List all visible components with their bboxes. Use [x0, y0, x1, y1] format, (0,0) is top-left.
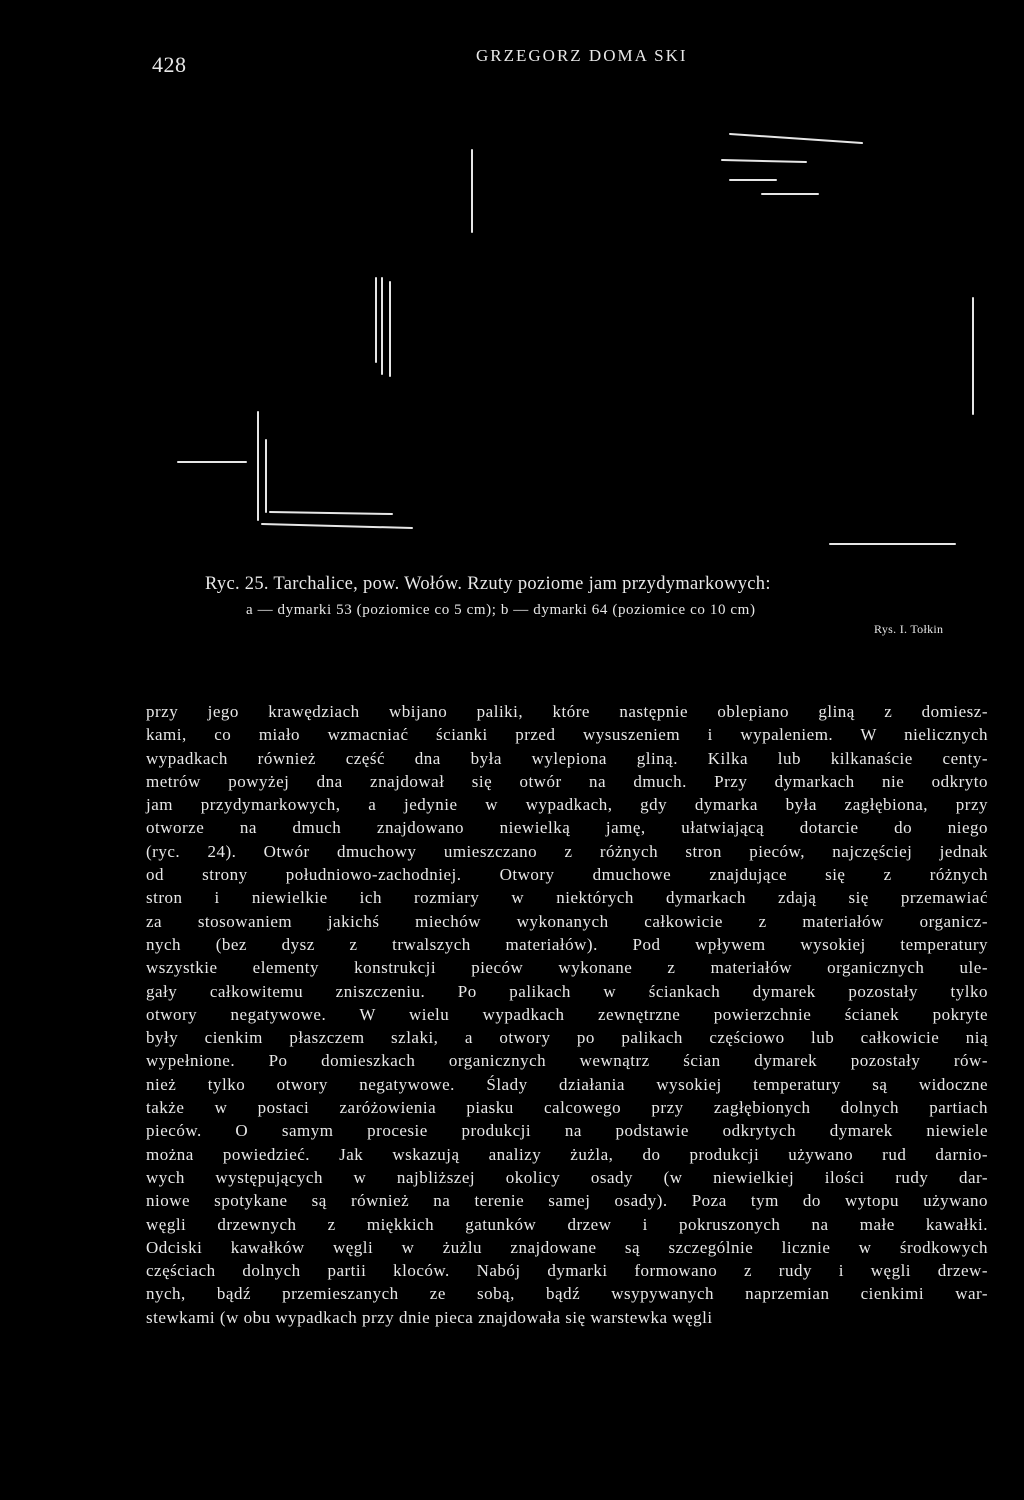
body-text	[146, 700, 988, 1329]
figure-caption-legend: a — dymarki 53 (poziomice co 5 cm); b — dymarki 64 (poziomice co 10 cm)	[246, 602, 756, 618]
figure-plan-drawing	[0, 0, 1024, 560]
plan-line	[262, 524, 412, 528]
body-line: wypełnione. Po domieszkach organicznych wewnątrz ścian dymarek pozostały rów-	[146, 1051, 988, 1071]
body-line: stron i niewielkie ich rozmiary w niektórych dymarkach zdają się przemawiać	[146, 888, 988, 908]
running-head: GRZEGORZ DOMA SKI	[476, 46, 688, 65]
body-line: także w postaci zaróżowienia piasku calcowego przy zagłębionych dolnych partiach	[146, 1098, 988, 1118]
contour-plan-svg	[0, 0, 1024, 560]
body-line: nych (bez dysz z trwalszych materiałów). Pod wpływem wysokiej temperatury	[146, 934, 988, 954]
body-line: stewkami (w obu wypadkach przy dnie pieca znajdowała się warstewka węgli	[146, 1307, 713, 1327]
body-line: można powiedzieć. Jak wskazują analizy żużla, do produkcji używano rud darnio-	[146, 1144, 988, 1164]
plan-line	[730, 134, 862, 143]
body-line: metrów powyżej dna znajdował się otwór na dmuch. Przy dymarkach nie odkryto	[146, 771, 988, 791]
body-line: częściach dolnych partii kloców. Nabój dymarki formowano z rudy i węgli drzew-	[146, 1261, 988, 1281]
body-line: nych, bądź przemieszanych ze sobą, bądź wsypywanych naprzemian cienkimi war-	[146, 1284, 988, 1304]
plan-line	[722, 160, 806, 162]
body-line: gały całkowitemu zniszczeniu. Po palikach w ściankach dymarek pozostały tylko	[146, 981, 988, 1001]
body-line: (ryc. 24). Otwór dmuchowy umieszczano z różnych stron pieców, najczęściej jednak	[146, 841, 988, 861]
body-line: węgli drzewnych z miękkich gatunków drzew i pokruszonych na małe kawałki.	[146, 1214, 988, 1234]
body-line: od strony południowo-zachodniej. Otwory dmuchowe znajdujące się z różnych	[146, 865, 988, 885]
body-line: przy jego krawędziach wbijano paliki, które następnie oblepiano gliną z domiesz-	[146, 702, 988, 721]
body-line: niowe spotykane są również na terenie samej osady). Poza tym do wytopu używano	[146, 1191, 988, 1211]
body-line: nież tylko otwory negatywowe. Ślady działania wysokiej temperatury są widoczne	[146, 1074, 988, 1094]
body-line: były cienkim płaszczem szlaki, a otwory po palikach częściowo lub całkowicie nią	[146, 1028, 988, 1048]
body-line: kami, co miało wzmacniać ścianki przed wysuszeniem i wypaleniem. W nielicznych	[146, 725, 988, 745]
body-line: Odciski kawałków węgli w żużlu znajdowane są szczególnie licznie w środkowych	[146, 1237, 988, 1257]
body-line: wypadkach również część dna była wylepiona gliną. Kilka lub kilkanaście centy-	[146, 748, 988, 768]
body-line: za stosowaniem jakichś miechów wykonanych całkowicie z materiałów organicz-	[146, 911, 988, 931]
page-number: 428	[152, 52, 187, 77]
body-line: jam przydymarkowych, a jedynie w wypadkach, gdy dymarka była zagłębiona, przy	[146, 795, 988, 815]
figure-caption-title: Ryc. 25. Tarchalice, pow. Wołów. Rzuty poziome jam przydymarkowych:	[205, 574, 771, 594]
body-line: otworze na dmuch znajdowano niewielką jamę, ułatwiającą dotarcie do niego	[146, 818, 988, 838]
body-line: wych występujących w najbliższej okolicy osady (w niewielkiej ilości rudy dar-	[146, 1167, 988, 1187]
plan-line	[270, 512, 392, 514]
body-line: otwory negatywowe. W wielu wypadkach zewnętrzne powierzchnie ścianek pokryte	[146, 1004, 988, 1024]
figure-credit: Rys. I. Tołkin	[874, 622, 944, 636]
body-line: wszystkie elementy konstrukcji pieców wykonane z materiałów organicznych ule-	[146, 958, 988, 978]
body-line: pieców. O samym procesie produkcji na podstawie odkrytych dymarek niewiele	[146, 1121, 988, 1141]
